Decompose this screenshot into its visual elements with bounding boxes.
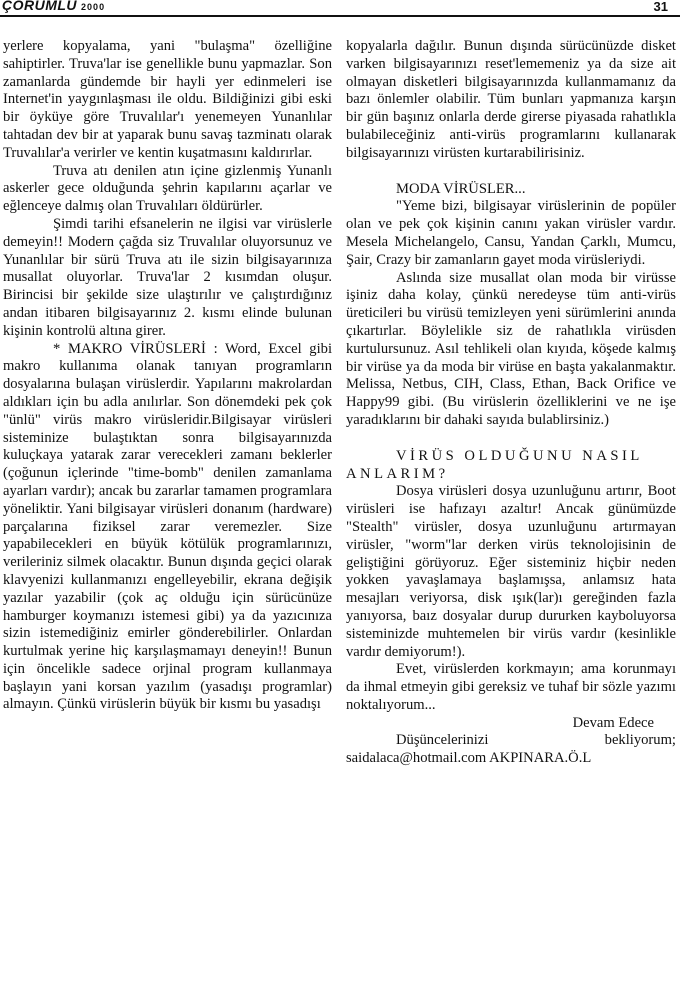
left-paragraph-2: Truva atı denilen atın içine gizlenmiş Yunanlı askerler gece olduğunda şehrin kapılarını açarlar ve eğlenceye dalmış olan Truvalıları öldürürler.	[3, 162, 332, 215]
left-paragraph-1: yerlere kopyalama, yani "bulaşma" özelliğine sahiptirler. Truva'lar ise genellikle bunu yapmazlar. Son zamanlarda gündemde bir hayli yer edinmeleri ise Internet'in yaygınlaşması ile oldu. Bildiğinizi gibi eski bir öyküye göre Truvalılar'ı yenemeyen Yunanlılar tahtadan dev bir at yaparak bunu savaş tazminatı olarak Truvalılar'a verirler ve kentin kuşatmasını kaldırırlar.	[3, 38, 332, 161]
left-column	[3, 38, 332, 714]
right-column	[346, 38, 676, 768]
section-heading-anlarim: VİRÜS OLDUĞUNU NASIL ANLARIM?	[346, 447, 643, 482]
right-paragraph-2: "Yeme bizi, bilgisayar virüslerinin de popüler olan ve pek çok kişinin canını yakan virüsler vardır. Mesela Michelangelo, Cansu, Yandan Çarklı, Mumcu, Şair, Crazy bir zamanların gayet moda virüsleriydi.	[346, 198, 676, 268]
right-paragraph-5: Evet, virüslerden korkmayın; ama korunmayı da ihmal etmeyin gibi gereksiz ve tuhaf bir sözle yazımı noktalıyorum...	[346, 661, 676, 713]
right-paragraph-4: Dosya virüsleri dosya uzunluğunu artırır, Boot virüsleri ise hafızayı azaltır! Ancak günümüzde "Stealth" virüsler, dosya uzunluğunu artırmayan virüsler, "worm"lar derken virüs teknolojisinin de geliştiğini görüyoruz. Eğer sisteminiz hiçbir neden yokken yavaşlamaya başlamışsa, anlamsız hata mesajları veriyorsa, disk ışık(lar)ı gereğinden fazla yanıyorsa, baız dosyalar durup dururken kayboluyorsa sisteminizde muhtemelen bir virüs vardır (kesinlikle vardır demiyorum!).	[346, 483, 676, 660]
brand-name: ÇORUMLU	[2, 0, 78, 13]
magazine-brand	[2, 0, 105, 13]
page-header	[0, 0, 680, 16]
spacer	[346, 430, 676, 448]
header-rule	[0, 15, 680, 17]
right-paragraph-6: Düşüncelerinizi bekliyorum; saidalaca@hotmail.com AKPINARA.Ö.L	[346, 732, 676, 767]
right-paragraph-3: Aslında size musallat olan moda bir virüsse işiniz daha kolay, çünkü neredeyse tüm anti-virüs üreticileri bu virüsü temizleyen yeni sürümlerini anında çıkartırlar. Böylelikle siz de rahatlıkla virüsden kurtulursunuz. Asıl tehlikeli olan kıyıda, köşede kalmış bir virüse ya da moda bir virüse en başta yakalanmaktır. Melissa, Netbus, CIH, Class, Ethan, Back Orifice ve Happy99 gibi. (Bu virüslerin özelliklerini ve ne işe yaradıklarını bir dahaki sayıda bulablirsiniz.)	[346, 269, 676, 428]
brand-year: 2000	[81, 2, 106, 12]
left-paragraph-4: * MAKRO VİRÜSLERİ : Word, Excel gibi makro kullanıma olanak tanıyan programların dosyalarına bulaşan virüslerdir. Yapılarını makrolardan aldıkları için bu adla anılırlar. Son dönemdeki pek çok "ünlü" virüs makro virüsleridir.Bilgisayar virüsleri sisteminize bulaştıktan sonra bilgisayarınızda kuluçkaya yatarak zarar verecekleri zamanı beklerler (çoğunun içlerinde "time-bomb" denilen zamanlama ayarları vardır); ancak bu zararlar tamamen programlara yöneliktir. Yani bilgisayar virüsleri donanım (hardware) parçalarına fiziksel zarar veremezler. Size yapabilecekleri en büyük kötülük programlarınızı, verileriniz silmek olacaktır. Bunun dışında geçici olarak klavyenizi kullanmanızı engelleyebilir, ekrana değişik yazılar yazabilir (çok aç olduğu için sürücünüze hamburger koymanızı istemesi gibi) ya da yazıcınıza sizin istemediğiniz emirler gönderebilirler. Onlardan kurtulmak yerine hiç karşılaşmamayı deneyin!! Bunun için öncelikle sadece orjinal program kullanmaya başlayın yani korsan yazılım (yasadışı programlar) almayın. Çünkü virüslerin büyük bir kısmı bu yasadışı	[3, 340, 332, 713]
right-paragraph-1: kopyalarla dağılır. Bunun dışında sürücünüzde disket varken bilgisayarınızı reset'lememeniz ya da size ait olmayan disketleri bilgisayarınızda kullanmamanız da bazı önlemler olabilir. Tüm bunları yapmanıza karşın bir gün başınız onlarla derde girerse piyasada rahatlıkla bulabileceğiniz anti-virüs programlarını kullanarak bilgisayarınızı virüsten kurtarabilirisiniz.	[346, 38, 676, 161]
left-paragraph-3: Şimdi tarihi efsanelerin ne ilgisi var virüslerle demeyin!! Modern çağda siz Truvalılar oluyorsunuz ve Yunanlılar bir sürü Truva atı ile sizin bilgisayarınıza musallat oluyorlar. Truva'lar 2 kısımdan oluşur. Birincisi bir şekilde size ulaştırılır ve çalıştırdığınız andan itibaren bilgisayarınız 2. kısmı elinde bulunan kişinin kontrolü altına girer.	[3, 215, 332, 339]
section-heading-moda: MODA VİRÜSLER...	[396, 180, 526, 197]
continued-note: Devam Edece	[572, 714, 654, 731]
page-number: 31	[653, 0, 668, 14]
spacer	[346, 163, 676, 181]
